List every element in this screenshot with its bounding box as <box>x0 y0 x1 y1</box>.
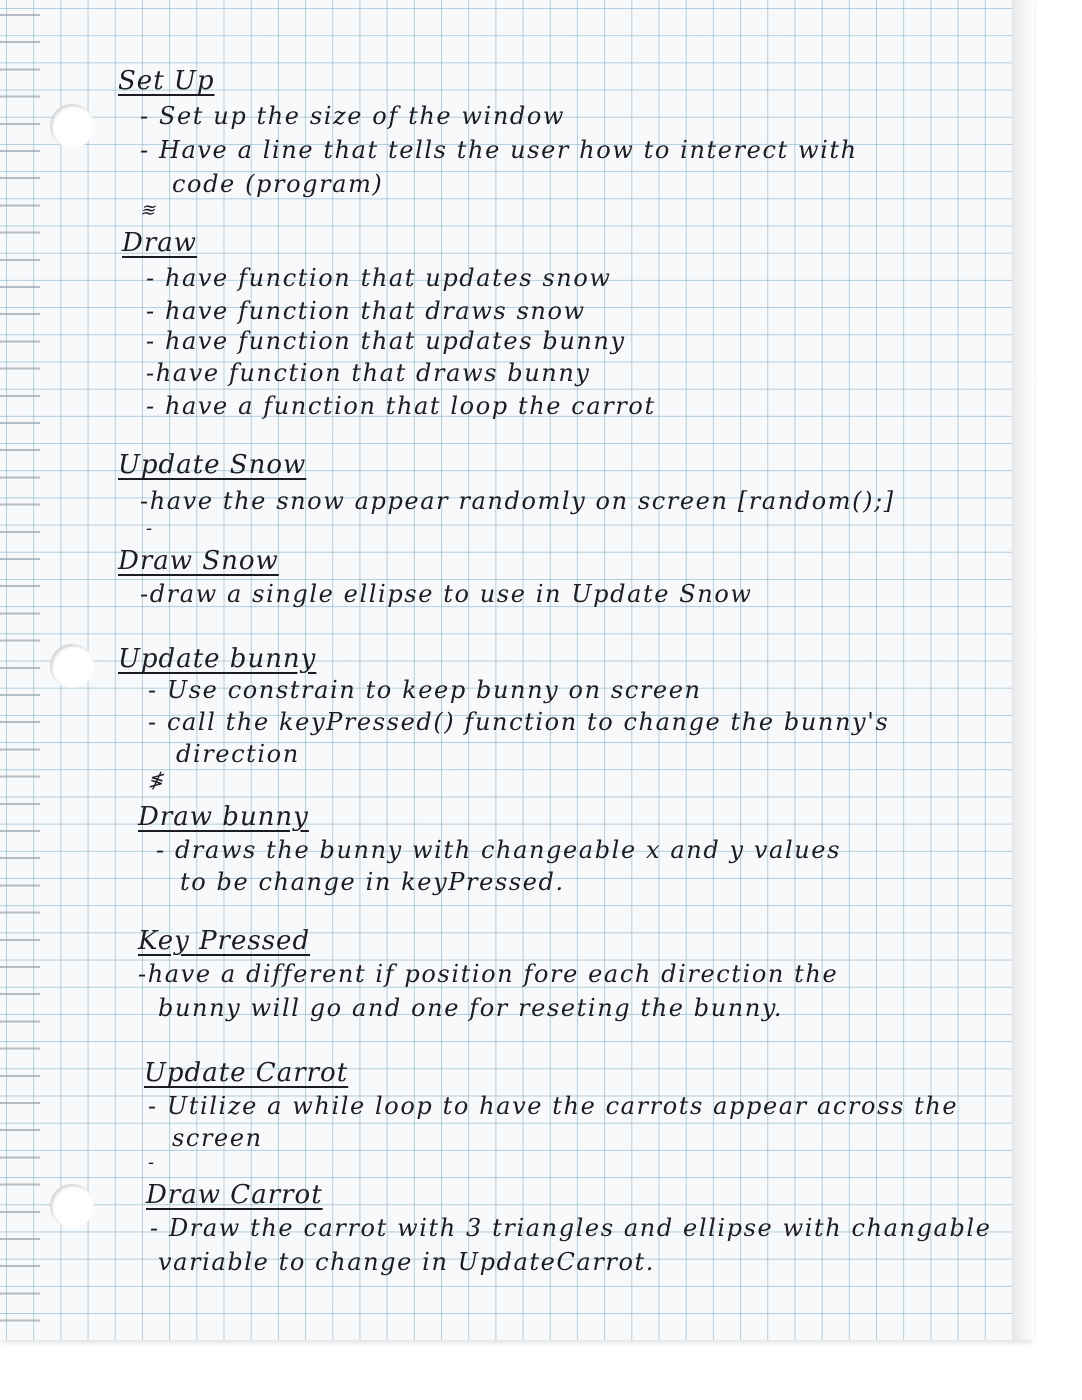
margin-mark: ≸ <box>148 770 165 791</box>
section-heading-update-snow: Update Snow <box>118 450 307 480</box>
note-line: - Use constrain to keep bunny on screen <box>148 676 702 704</box>
margin-mark: - <box>148 1152 156 1173</box>
section-heading-draw: Draw <box>122 228 198 258</box>
section-heading-key-pressed: Key Pressed <box>138 926 311 956</box>
section-heading-update-carrot: Update Carrot <box>144 1058 349 1088</box>
note-line: -have a different if position fore each direction the <box>138 960 839 988</box>
note-line: - have function that draws snow <box>146 297 586 325</box>
note-line: - Set up the size of the window <box>140 102 566 130</box>
note-line: to be change in keyPressed. <box>180 868 565 896</box>
section-heading-draw-carrot: Draw Carrot <box>146 1180 323 1210</box>
note-line: - have function that updates snow <box>146 264 612 292</box>
note-line: - Have a line that tells the user how to interect with <box>140 136 858 164</box>
note-line: - have function that updates bunny <box>146 327 626 355</box>
section-heading-draw-bunny: Draw bunny <box>138 802 309 832</box>
margin-mark: - <box>146 518 154 539</box>
note-line: variable to change in UpdateCarrot. <box>158 1248 655 1276</box>
note-line: direction <box>176 740 300 768</box>
note-line: - draws the bunny with changeable x and y values <box>156 836 842 864</box>
section-heading-set-up: Set Up <box>118 66 215 96</box>
punch-hole-middle <box>50 644 94 688</box>
spiral-binding <box>0 0 40 1340</box>
note-line: -draw a single ellipse to use in Update Snow <box>140 580 753 608</box>
page-edge <box>1012 0 1034 1340</box>
punch-hole-top <box>50 104 94 148</box>
note-line: - call the keyPressed() function to change the bunny's <box>148 708 890 736</box>
note-line: - Draw the carrot with 3 triangles and ellipse with changable <box>150 1214 992 1242</box>
note-line: screen <box>172 1124 263 1152</box>
note-line: code (program) <box>172 170 384 198</box>
note-line: - have a function that loop the carrot <box>146 392 656 420</box>
margin-mark: ≋ <box>140 200 157 221</box>
note-line: -have function that draws bunny <box>146 359 591 387</box>
section-heading-draw-snow: Draw Snow <box>118 546 279 576</box>
note-line: bunny will go and one for reseting the bunny. <box>158 994 784 1022</box>
note-line: -have the snow appear randomly on screen [random();] <box>140 487 895 515</box>
section-heading-update-bunny: Update bunny <box>118 644 317 674</box>
punch-hole-bottom <box>50 1184 94 1228</box>
note-line: - Utilize a while loop to have the carrots appear across the <box>148 1092 959 1120</box>
